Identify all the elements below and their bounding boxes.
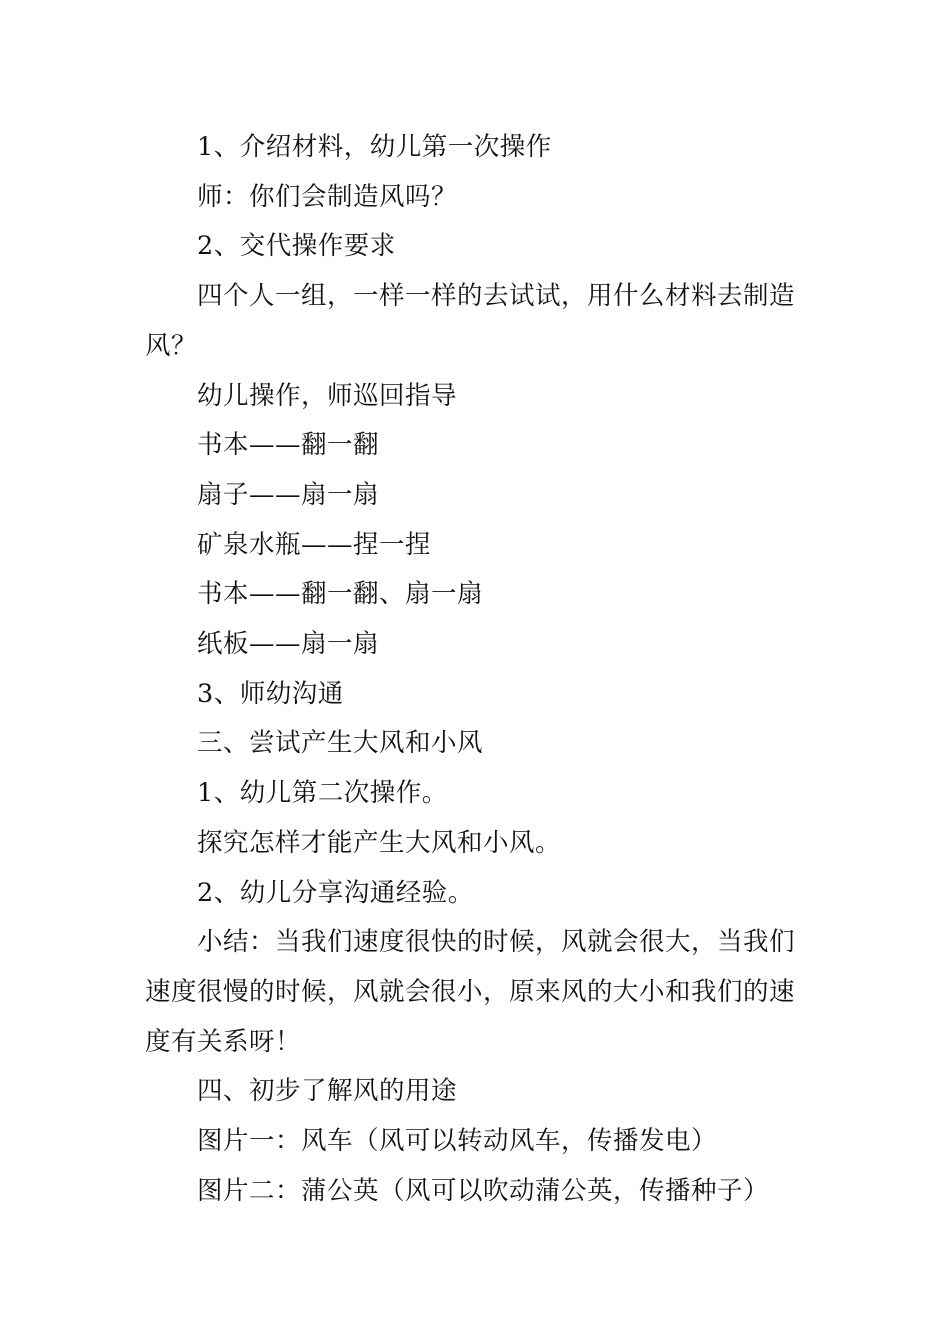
paragraph-cardboard: 纸板——扇一扇 <box>197 629 380 660</box>
paragraph-children-operate: 幼儿操作，师巡回指导 <box>197 380 458 411</box>
paragraph-share-experience: 2、幼儿分享沟通经验。 <box>197 877 474 908</box>
paragraph-picture-one: 图片一：风车（风可以转动风车，传播发电） <box>197 1126 718 1157</box>
paragraph-water-bottle: 矿泉水瓶——捏一捏 <box>197 529 432 560</box>
section-heading-wind-uses: 四、初步了解风的用途 <box>197 1076 458 1107</box>
paragraph-communication: 3、师幼沟通 <box>197 678 344 709</box>
paragraph-picture-two: 图片二：蒲公英（风可以吹动蒲公英，传播种子） <box>197 1175 770 1206</box>
paragraph-teacher-question: 师：你们会制造风吗？ <box>197 181 458 212</box>
paragraph-requirements: 2、交代操作要求 <box>197 231 396 262</box>
paragraph-book-flip: 书本——翻一翻 <box>197 430 380 461</box>
paragraph-second-operation: 1、幼儿第二次操作。 <box>197 778 448 809</box>
paragraph-materials-intro: 1、介绍材料，幼儿第一次操作 <box>197 132 552 162</box>
document-body <box>145 123 810 1216</box>
paragraph-fan: 扇子——扇一扇 <box>197 479 380 510</box>
paragraph-summary: 小结：当我们速度很快的时候，风就会很大，当我们速度很慢的时候，风就会很小，原来风的大小和我们的速度有关系呀！ <box>145 927 796 1057</box>
section-heading-big-small-wind: 三、尝试产生大风和小风 <box>197 728 484 759</box>
paragraph-book-flip-fan: 书本——翻一翻、扇一扇 <box>197 579 484 610</box>
paragraph-group-task: 四个人一组，一样一样的去试试，用什么材料去制造风？ <box>145 281 796 361</box>
paragraph-explore: 探究怎样才能产生大风和小风。 <box>197 827 562 858</box>
